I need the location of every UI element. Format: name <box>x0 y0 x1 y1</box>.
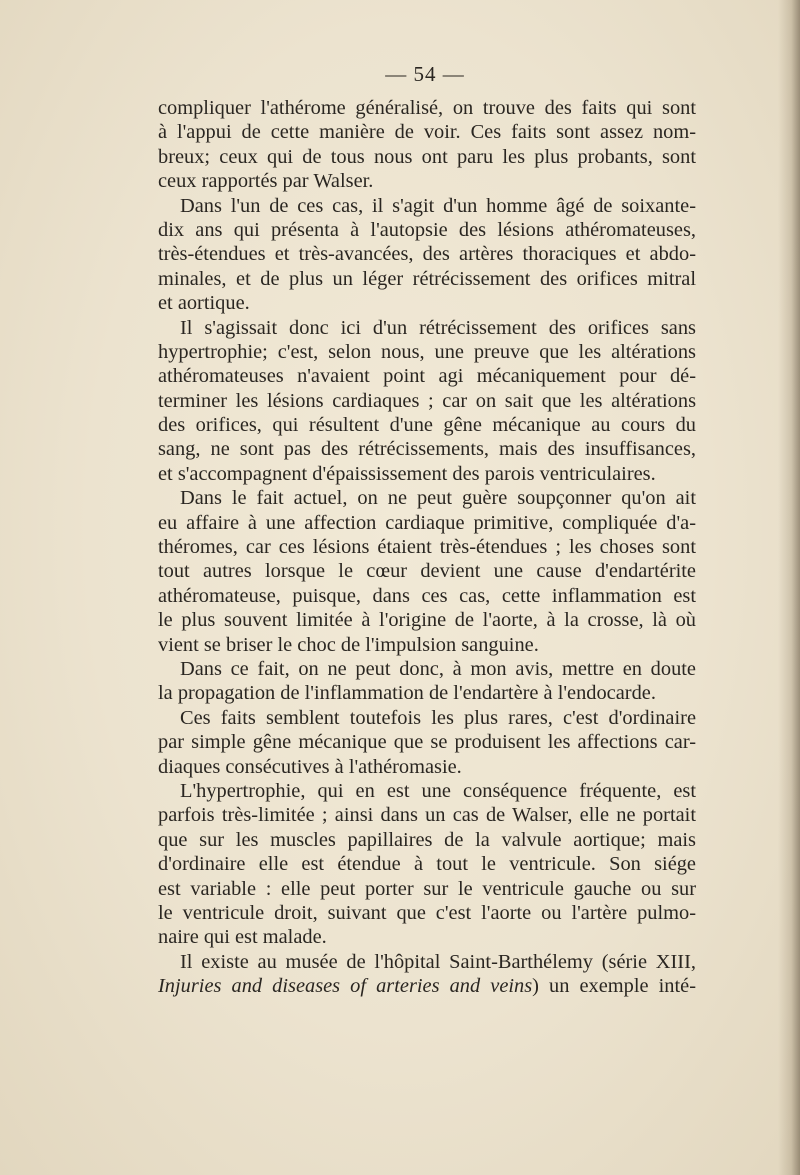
text-line: dix ans qui présenta à l'autopsie des lésions athéromateuses, <box>158 218 696 241</box>
body-text <box>158 96 696 998</box>
text-line: est variable : elle peut porter sur le ventricule gauche ou sur <box>158 877 696 900</box>
text-line: ceux rapportés par Walser. <box>158 170 374 193</box>
text-line: le ventricule droit, suivant que c'est l'aorte ou l'artère pulmo- <box>158 901 696 924</box>
text-line: des orifices, qui résultent d'une gêne mécanique au cours du <box>158 414 696 437</box>
text-line: L'hypertrophie, qui en est une conséquence fréquente, est <box>180 779 696 802</box>
text-line: et aortique. <box>158 292 250 315</box>
text-line: breux; ceux qui de tous nous ont paru les plus probants, sont <box>158 145 696 168</box>
text-line: d'ordinaire elle est étendue à tout le ventricule. Son siége <box>158 853 696 876</box>
text-line: tout autres lorsque le cœur devient une cause d'endartérite <box>158 560 696 583</box>
text-line: eu affaire à une affection cardiaque primitive, compliquée d'a- <box>158 511 696 534</box>
page-edge-shadow <box>778 0 800 1175</box>
text-line: et s'accompagnent d'épaississement des parois ventriculaires. <box>158 462 656 485</box>
text-line: compliquer l'athérome généralisé, on trouve des faits qui sont <box>158 97 696 119</box>
page-number: — 54 — <box>385 62 465 86</box>
text-line: très-étendues et très-avancées, des artères thoraciques et abdo- <box>158 243 696 266</box>
text-line: sang, ne sont pas des rétrécissements, mais des insuffisances, <box>158 438 696 461</box>
text-line: que sur les muscles papillaires de la valvule aortique; mais <box>158 828 696 851</box>
italic-title: Injuries and diseases of arteries and veins <box>158 975 533 998</box>
text-line: la propagation de l'inflammation de l'endartère à l'endocarde. <box>158 682 656 705</box>
text-line: Dans ce fait, on ne peut donc, à mon avis, mettre en doute <box>180 657 696 680</box>
text-line: Dans l'un de ces cas, il s'agit d'un homme âgé de soixante- <box>180 194 696 217</box>
text-line-end: ) un exemple inté- <box>532 975 696 998</box>
text-line: le plus souvent limitée à l'origine de l'aorte, à la crosse, là où <box>158 609 696 632</box>
text-line: athéromateuses n'avaient point agi mécaniquement pour dé- <box>158 365 696 388</box>
text-line: naire qui est malade. <box>158 926 327 949</box>
text-line: Il s'agissait donc ici d'un rétrécissement des orifices sans <box>180 316 696 339</box>
text-line: théromes, car ces lésions étaient très-étendues ; les choses sont <box>158 536 696 559</box>
text-line: Il existe au musée de l'hôpital Saint-Barthélemy (série XIII, <box>180 950 696 973</box>
text-line: vient se briser le choc de l'impulsion sanguine. <box>158 633 539 656</box>
text-line: à l'appui de cette manière de voir. Ces faits sont assez nom- <box>158 121 696 144</box>
text-line: minales, et de plus un léger rétrécissement des orifices mitral <box>158 267 696 290</box>
text-line-final <box>158 974 696 998</box>
text-line: Ces faits semblent toutefois les plus rares, c'est d'ordinaire <box>180 706 696 729</box>
text-line: hypertrophie; c'est, selon nous, une preuve que les altérations <box>158 340 696 363</box>
text-line: athéromateuse, puisque, dans ces cas, cette inflammation est <box>158 584 696 607</box>
text-line: terminer les lésions cardiaques ; car on sait que les altérations <box>158 389 696 412</box>
text-line: diaques consécutives à l'athéromasie. <box>158 755 462 778</box>
text-line: par simple gêne mécanique que se produisent les affections car- <box>158 731 696 754</box>
text-line: parfois très-limitée ; ainsi dans un cas de Walser, elle ne portait <box>158 804 696 827</box>
text-line: Dans le fait actuel, on ne peut guère soupçonner qu'on ait <box>180 487 696 510</box>
